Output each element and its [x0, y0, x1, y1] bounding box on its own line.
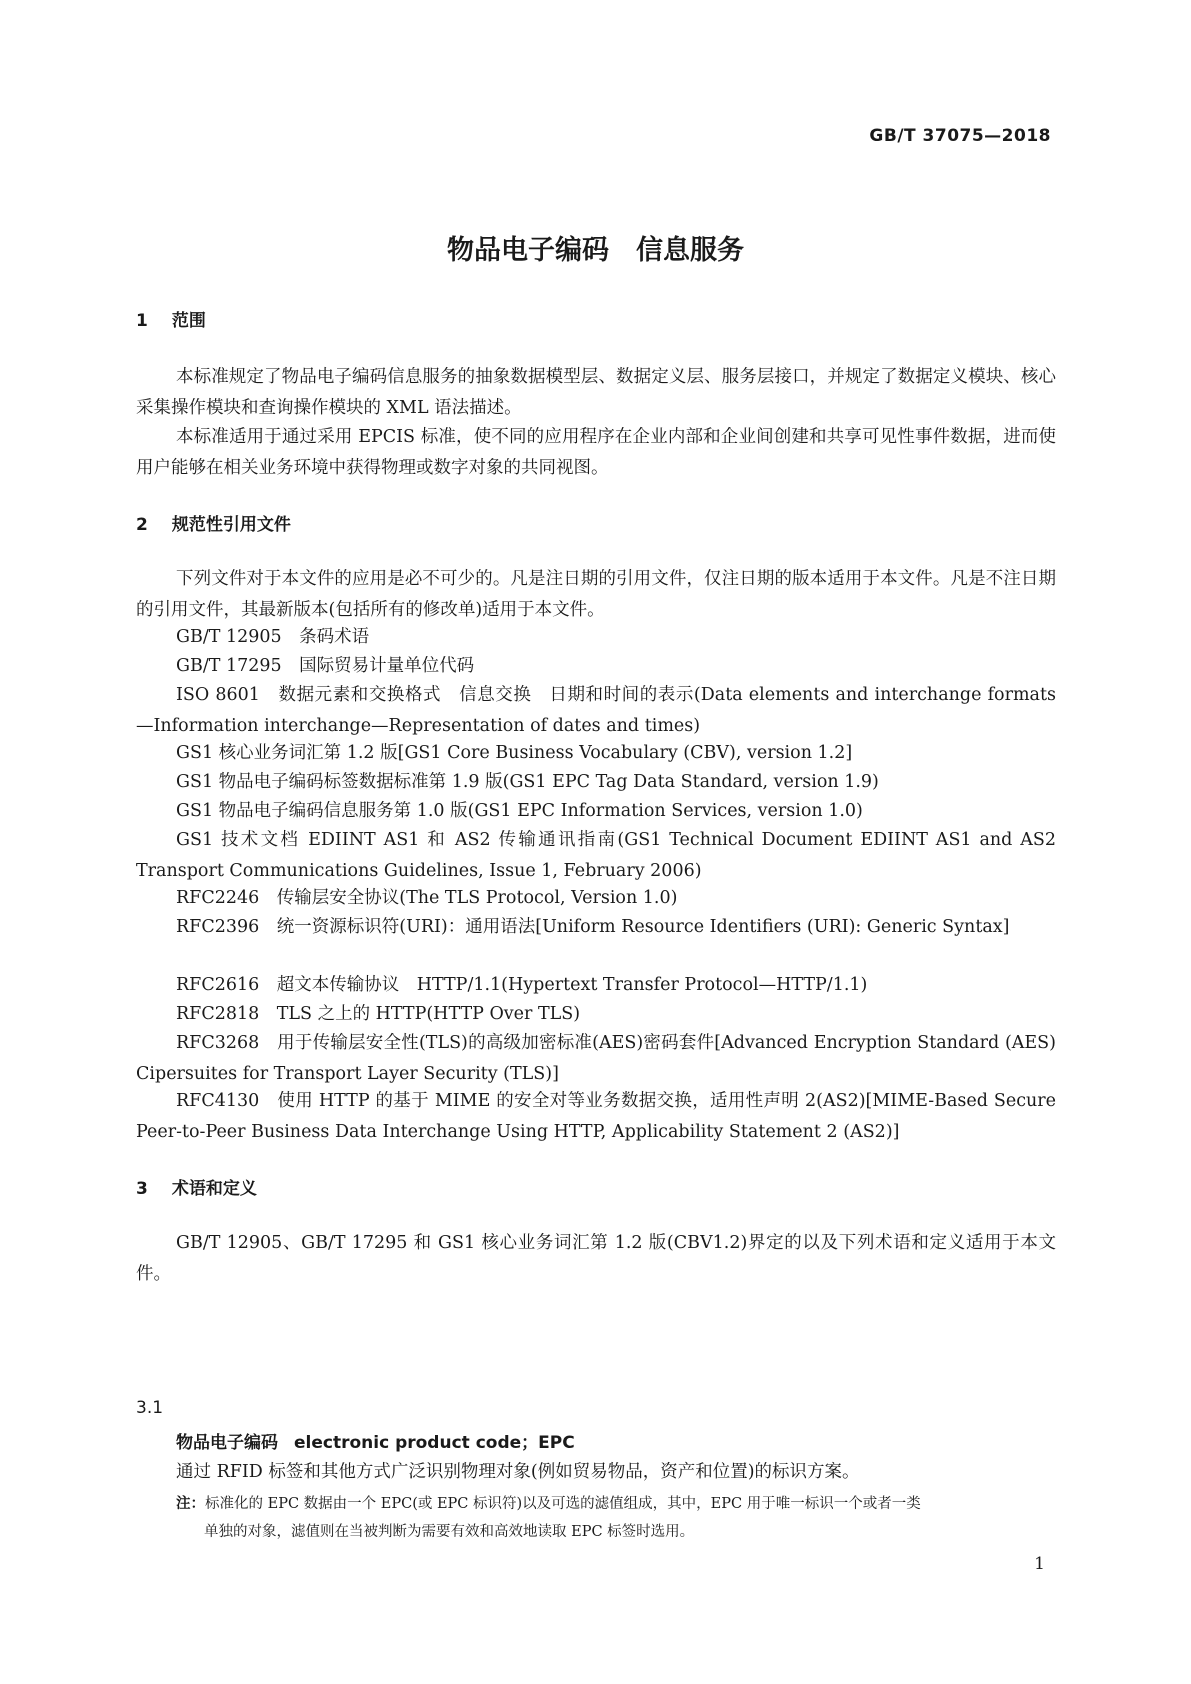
term-english: electronic product code；EPC — [294, 1433, 575, 1453]
reference-item: RFC3268 用于传输层安全性(TLS)的高级加密标准(AES)密码套件[Advanced Encryption Standard (AES) Cipersuites for Transport Layer Security (TLS)] — [136, 1033, 1056, 1084]
note-text-line-1: 标准化的 EPC 数据由一个 EPC(或 EPC 标识符)以及可选的滤值组成，其中，EPC 用于唯一标识一个或者一类 — [205, 1496, 921, 1512]
section-number: 3 — [136, 1179, 148, 1199]
reference-item: GS1 核心业务词汇第 1.2 版[GS1 Core Business Vocabulary (CBV), version 1.2] — [176, 743, 853, 763]
scope-paragraph-1: 本标准规定了物品电子编码信息服务的抽象数据模型层、数据定义层、服务层接口，并规定了数据定义模块、核心采集操作模块和查询操作模块的 XML 语法描述。 — [136, 367, 1056, 418]
reference-item: GB/T 12905 条码术语 — [176, 627, 370, 647]
standard-number: GB/T 37075—2018 — [869, 126, 1051, 146]
section-title: 术语和定义 — [171, 1179, 257, 1199]
section-2-heading — [136, 510, 291, 535]
reference-item: RFC2818 TLS 之上的 HTTP(HTTP Over TLS) — [176, 1004, 581, 1024]
reference-item: RFC2246 传输层安全协议(The TLS Protocol, Version 1.0) — [176, 888, 678, 908]
scope-paragraph-2: 本标准适用于通过采用 EPCIS 标准，使不同的应用程序在企业内部和企业间创建和共享可见性事件数据，进而使用户能够在相关业务环境中获得物理或数字对象的共同视图。 — [136, 427, 1056, 478]
term-note — [176, 1490, 1056, 1546]
terms-intro: GB/T 12905、GB/T 17295 和 GS1 核心业务词汇第 1.2 版(CBV1.2)界定的以及下列术语和定义适用于本文件。 — [136, 1233, 1056, 1284]
reference-item: RFC2616 超文本传输协议 HTTP/1.1(Hypertext Transfer Protocol—HTTP/1.1) — [176, 975, 868, 995]
term-heading — [176, 1428, 575, 1453]
section-3-heading — [136, 1174, 257, 1199]
note-text-line-2: 单独的对象，滤值则在当被判断为需要有效和高效地读取 EPC 标签时选用。 — [204, 1524, 695, 1540]
reference-item: GS1 技术文档 EDIINT AS1 和 AS2 传输通讯指南(GS1 Technical Document EDIINT AS1 and AS2 Transport Communications Guidelines, Issue 1, February 2006) — [136, 830, 1056, 881]
section-title: 范围 — [171, 311, 206, 331]
references-intro: 下列文件对于本文件的应用是必不可少的。凡是注日期的引用文件，仅注日期的版本适用于本文件。凡是不注日期的引用文件，其最新版本(包括所有的修改单)适用于本文件。 — [136, 569, 1056, 620]
reference-item: GB/T 17295 国际贸易计量单位代码 — [176, 656, 475, 676]
term-chinese: 物品电子编码 — [176, 1433, 278, 1453]
reference-item: GS1 物品电子编码标签数据标准第 1.9 版(GS1 EPC Tag Data Standard, version 1.9) — [176, 772, 879, 792]
section-1-heading — [136, 306, 206, 331]
reference-item: RFC2396 统一资源标识符(URI)：通用语法[Uniform Resource Identifiers (URI): Generic Syntax] — [176, 917, 1010, 937]
reference-item: GS1 物品电子编码信息服务第 1.0 版(GS1 EPC Information Services, version 1.0) — [176, 801, 863, 821]
note-label: 注： — [176, 1496, 205, 1512]
document-title: 物品电子编码 信息服务 — [447, 235, 744, 266]
reference-item: ISO 8601 数据元素和交换格式 信息交换 日期和时间的表示(Data elements and interchange formats—Information interchange—Representation of dates and times) — [136, 685, 1056, 736]
section-number: 1 — [136, 311, 148, 331]
term-definition: 通过 RFID 标签和其他方式广泛识别物理对象(例如贸易物品，资产和位置)的标识方案。 — [176, 1462, 860, 1482]
reference-item: RFC4130 使用 HTTP 的基于 MIME 的安全对等业务数据交换，适用性声明 2(AS2)[MIME-Based Secure Peer-to-Peer Business Data Interchange Using HTTP, Applicability Statement 2 (AS2)] — [136, 1091, 1056, 1142]
term-number: 3.1 — [136, 1398, 164, 1418]
section-title: 规范性引用文件 — [171, 515, 291, 535]
section-number: 2 — [136, 515, 148, 535]
page-number: 1 — [1034, 1554, 1045, 1574]
